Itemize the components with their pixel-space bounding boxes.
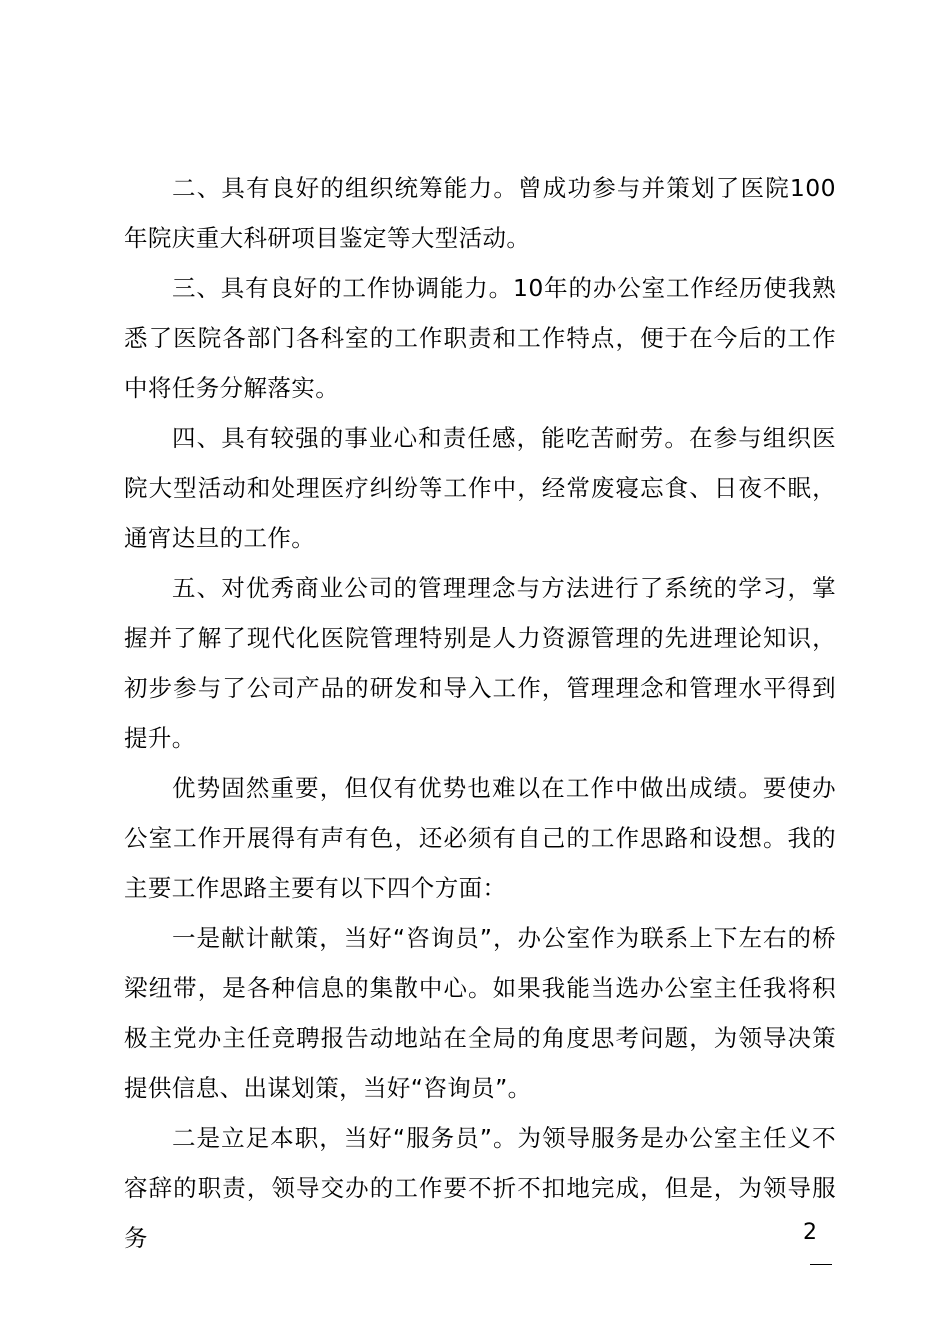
paragraph-strength-4: 四、具有较强的事业心和责任感，能吃苦耐劳。在参与组织医院大型活动和处理医疗纠纷等工作中，经常废寝忘食、日夜不眠，通宵达旦的工作。 <box>124 424 836 552</box>
paragraph-idea-1: 一是献计献策，当好“咨询员”，办公室作为联系上下左右的桥梁纽带，是各种信息的集散中心。如果我能当选办公室主任我将积极主党办主任竞聘报告动地站在全局的角度思考问题，为领导决策提供信息、出谋划策，当好“咨询员”。 <box>124 924 836 1102</box>
document-body <box>124 163 836 1263</box>
paragraph-idea-2: 二是立足本职，当好“服务员”。为领导服务是办公室主任义不容辞的职责，领导交办的工作要不折不扣地完成，但是，为领导服务 <box>124 1124 836 1252</box>
page-number: 2 <box>803 1220 817 1245</box>
paragraph-strength-2: 二、具有良好的组织统筹能力。曾成功参与并策划了医院100年院庆重大科研项目鉴定等大型活动。 <box>124 174 836 252</box>
paragraph-strength-3: 三、具有良好的工作协调能力。10年的办公室工作经历使我熟悉了医院各部门各科室的工作职责和工作特点，便于在今后的工作中将任务分解落实。 <box>124 274 836 402</box>
page-footer-dash <box>810 1264 832 1265</box>
paragraph-strength-5: 五、对优秀商业公司的管理理念与方法进行了系统的学习，掌握并了解了现代化医院管理特别是人力资源管理的先进理论知识，初步参与了公司产品的研发和导入工作，管理理念和管理水平得到提升。 <box>124 574 836 752</box>
paragraph-work-ideas-intro: 优势固然重要，但仅有优势也难以在工作中做出成绩。要使办公室工作开展得有声有色，还必须有自己的工作思路和设想。我的主要工作思路主要有以下四个方面： <box>124 774 836 902</box>
